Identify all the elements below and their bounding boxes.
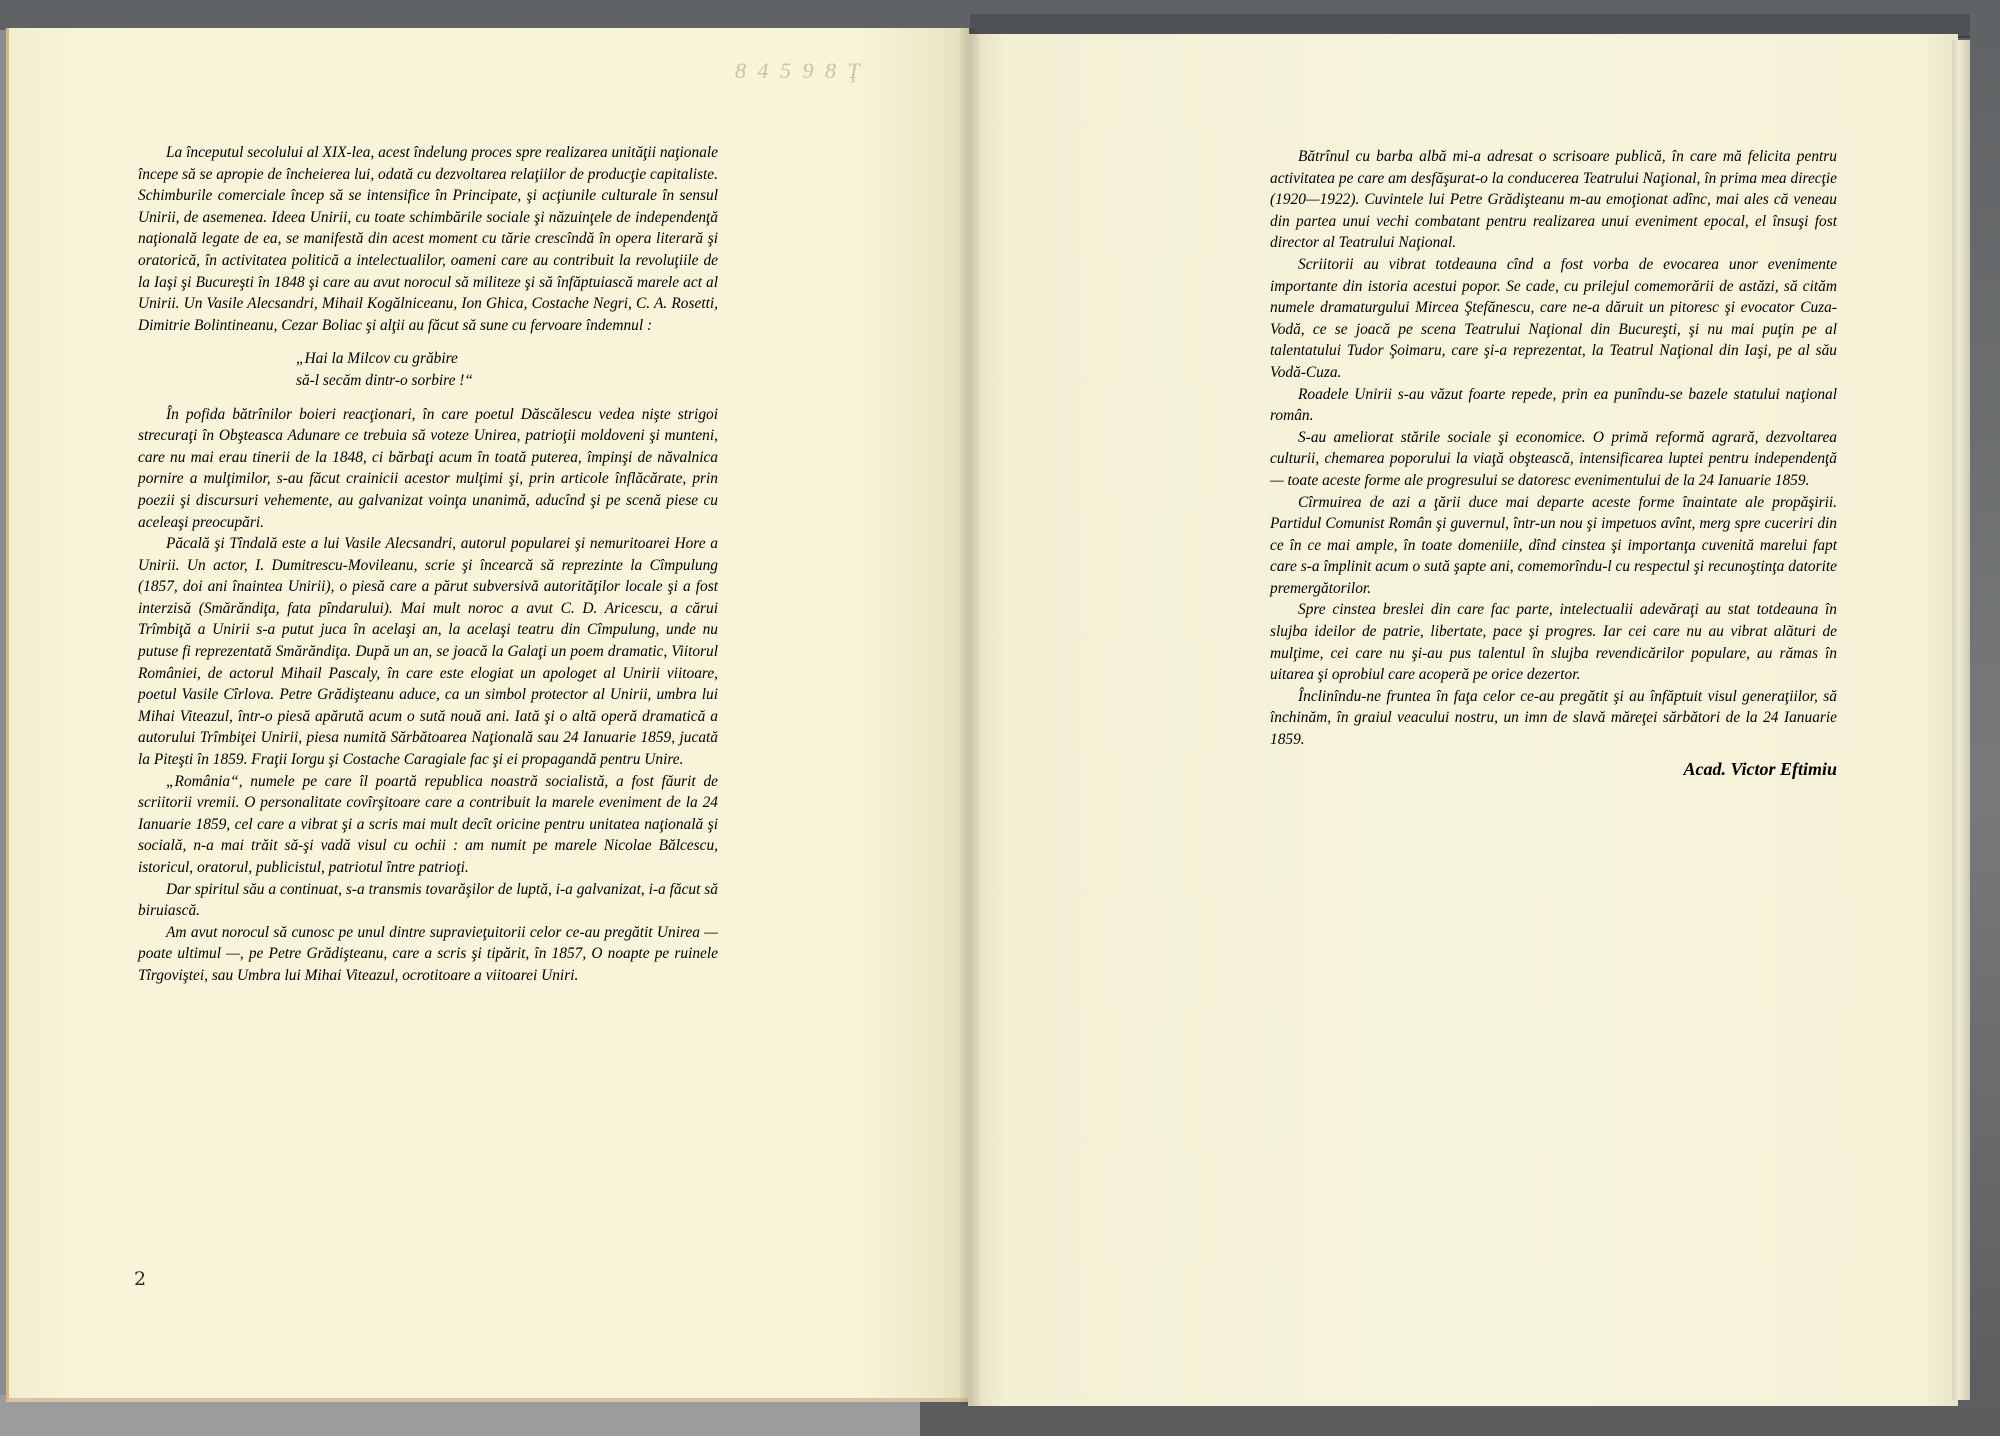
right-page-stack-edge [1952,40,1970,1400]
left-paragraph-6: Am avut norocul să cunosc pe unul dintre supravieţuitorii celor ce-au pregătit Unirea — poate ultimul —, pe Petre Grădişteanu, care a scris şi tipărit, în 1857, O noapte pe ruinele Tîrgoviştei, sau Umbra lui Mihai Viteazul, ocrotitoare a viitoarei Uniri. [138,923,718,984]
right-paragraph-1: Bătrînul cu barba albă mi-a adresat o scrisoare publică, în care mă felicita pentru activitatea pe care am desfăşurat-o la conducerea Teatrului Naţional, în prima mea direcţie (1920—1922). Cuvintele lui Petre Grădişteanu m-au emoţionat adînc, mai ales că veneau din partea unui vechi combatant pentru realizarea unui eveniment epocal, el însuşi fost director al Teatrului Naţional. [1270,148,1837,252]
verse-line-1: „Hai la Milcov cu grăbire [296,350,458,368]
right-page-column [1270,146,1837,780]
page-number: 2 [134,1268,147,1290]
right-paragraph-3: Roadele Unirii s-au văzut foarte repede, prin ea punîndu-se bazele statului naţional român. [1270,385,1837,425]
book-gutter [960,28,980,1406]
right-paragraph-7: Înclinîndu-ne fruntea în faţa celor ce-au pregătit şi au înfăptuit visul generaţiilor, să închinăm, în graiul veacului nostru, un imn de slavă măreţei sărbători de la 24 Ianuarie 1859. [1270,687,1837,749]
right-paragraph-5: Cîrmuirea de azi a ţării duce mai departe aceste forme înaintate ale propăşirii. Partidul Comunist Român şi guvernul, într-un nou şi impetuos avînt, merg spre cuceriri din ce în ce mai ample, în toate domeniile, dînd cinstea şi importanţa cuvenită marelui fapt care s-a împlinit acum o sută şapte ani, comemorîndu-l cu respectul şi recunoştinţa datorite premergătorilor. [1270,493,1837,597]
author-signature: Acad. Victor Eftimiu [1683,758,1837,779]
left-paragraph-4: „România“, numele pe care îl poartă republica noastră socialistă, a fost făurit de scriitorii vremii. O personalitate covîrşitoare care a contribuit la marele eveniment de la 24 Ianuarie 1859, cel care a vibrat şi a scris mai mult decît oricine pentru unitatea naţională şi socială, n-a mai trăit să-şi vadă visul cu ochii : am numit pe marele Nicolae Bălcescu, istoricul, oratorul, publicistul, patriotul între patrioţi. [138,772,718,876]
verse-line-2: să-l secăm dintr-o sorbire !“ [296,371,473,389]
left-paragraph-2: În pofida bătrînilor boieri reacţionari, în care poetul Dăscălescu vedea nişte strigoi strecuraţi în Obşteasca Adunare ce trebuia să voteze Unirea, patrioţii moldoveni şi munteni, care nu mai erau tinerii de la 1848, ci bărbaţi acum în toată puterea, împinşi de năvalnica pornire a mulţimilor, s-au făcut crainicii acestor mulţimi şi, prin articole înflăcărate, prin poezii şi discursuri vehemente, au galvanizat voinţa unanimă, aducînd şi pe scenă piese cu aceleaşi preocupări. [138,405,718,531]
faint-stamp-text: 8 4 5 9 8 Ţ [735,58,863,83]
left-paragraph-5: Dar spiritul său a continuat, s-a transmis tovarăşilor de luptă, i-a galvanizat, i-a făcut să biruiască. [138,880,718,920]
right-paragraph-4: S-au ameliorat stările sociale şi economice. O primă reformă agrară, dezvoltarea culturii, chemarea poporului la viaţă obştească, intensificarea luptei pentru independenţă — toate aceste forme ale progresului se datoresc evenimentului de la 24 Ianuarie 1859. [1270,428,1837,489]
right-paragraph-6: Spre cinstea breslei din care fac parte, intelectualii adevăraţi au stat totdeauna în slujba ideilor de patrie, libertate, pace şi progres. Iar cei care nu au vibrat alături de mulţime, cei care nu şi-au pus talentul în slujba revendicărilor populare, au rămas în uitarea şi oprobiul care acoperă pe orice dezertor. [1270,601,1837,684]
left-page-column [138,142,718,987]
left-paragraph-3: Păcală şi Tîndală este a lui Vasile Alecsandri, autorul popularei şi nemuritoarei Hore a Unirii. Un actor, I. Dumitrescu-Movileanu, scrie şi încearcă să reprezinte la Cîmpulung (1857, doi ani înaintea Unirii), o piesă care a părut subversivă autorităţilor locale şi a fost interzisă (Smărăndiţa, fata pîndarului). Mai mult noroc a avut C. D. Aricescu, a cărui Trîmbiţă a Unirii s-a putut juca în acelaşi an, la acelaşi teatru din Cîmpulung, unde nu putuse fi reprezentată Smărăndiţa. După un an, se joacă la Galaţi un poem dramatic, Viitorul României, de actorul Mihail Pascaly, în care este elogiat un apologet al Unirii viitoare, poetul Vasile Cîrlova. Petre Grădişteanu aduce, ca un simbol protector al Unirii, umbra lui Mihai Viteazul, într-o piesă apărută acum o sută nouă ani. Iată şi o altă operă dramatică a autorului Trîmbiţei Unirii, piesa numită Sărbătoarea Naţională sau 24 Ianuarie 1859, jucată la Piteşti în 1859. Fraţii Iorgu şi Costache Caragiale fac şi ei propagandă pentru Unire. [138,535,718,769]
right-paragraph-2: Scriitorii au vibrat totdeauna cînd a fost vorba de evocarea unor evenimente importante din istoria acestui popor. Se cade, cu prilejul comemorării de astăzi, să cităm numele dramaturgului Mircea Ştefănescu, care ne-a dăruit un pitoresc şi evocator Cuza-Vodă, ce se joacă pe scena Teatrului Naţional din Bucureşti, şi nu mai puţin pe al talentatului Tudor Şoimaru, care şi-a reprezentat, la Teatrul Naţional din Iaşi, pe al său Vodă-Cuza. [1270,255,1837,381]
left-paragraph-1: La începutul secolului al XIX-lea, acest îndelung proces spre realizarea unităţii naţionale începe să se apropie de încheierea lui, odată cu dezvoltarea relaţiilor de producţie capitaliste. Schimburile comerciale încep să se intensifice în Principate, şi acţiunile culturale în sensul Unirii, de asemenea. Ideea Unirii, cu toate schimbările sociale şi năzuinţele de independenţă naţională legate de ea, se manifestă din acest moment cu tărie crescîndă în opera literară şi oratorică, în activitatea politică a intelectualilor, oameni care au contribuit la revoluţiile de la Iaşi şi Bucureşti în 1848 şi care au avut norocul să militeze şi să înfăptuiască marele act al Unirii. Un Vasile Alecsandri, Mihail Kogălniceanu, Ion Ghica, Costache Negri, C. A. Rosetti, Dimitrie Bolintineanu, Cezar Boliac şi alţii au făcut să sune cu fervoare îndemnul : [138,144,718,334]
verse-quote [296,348,718,391]
